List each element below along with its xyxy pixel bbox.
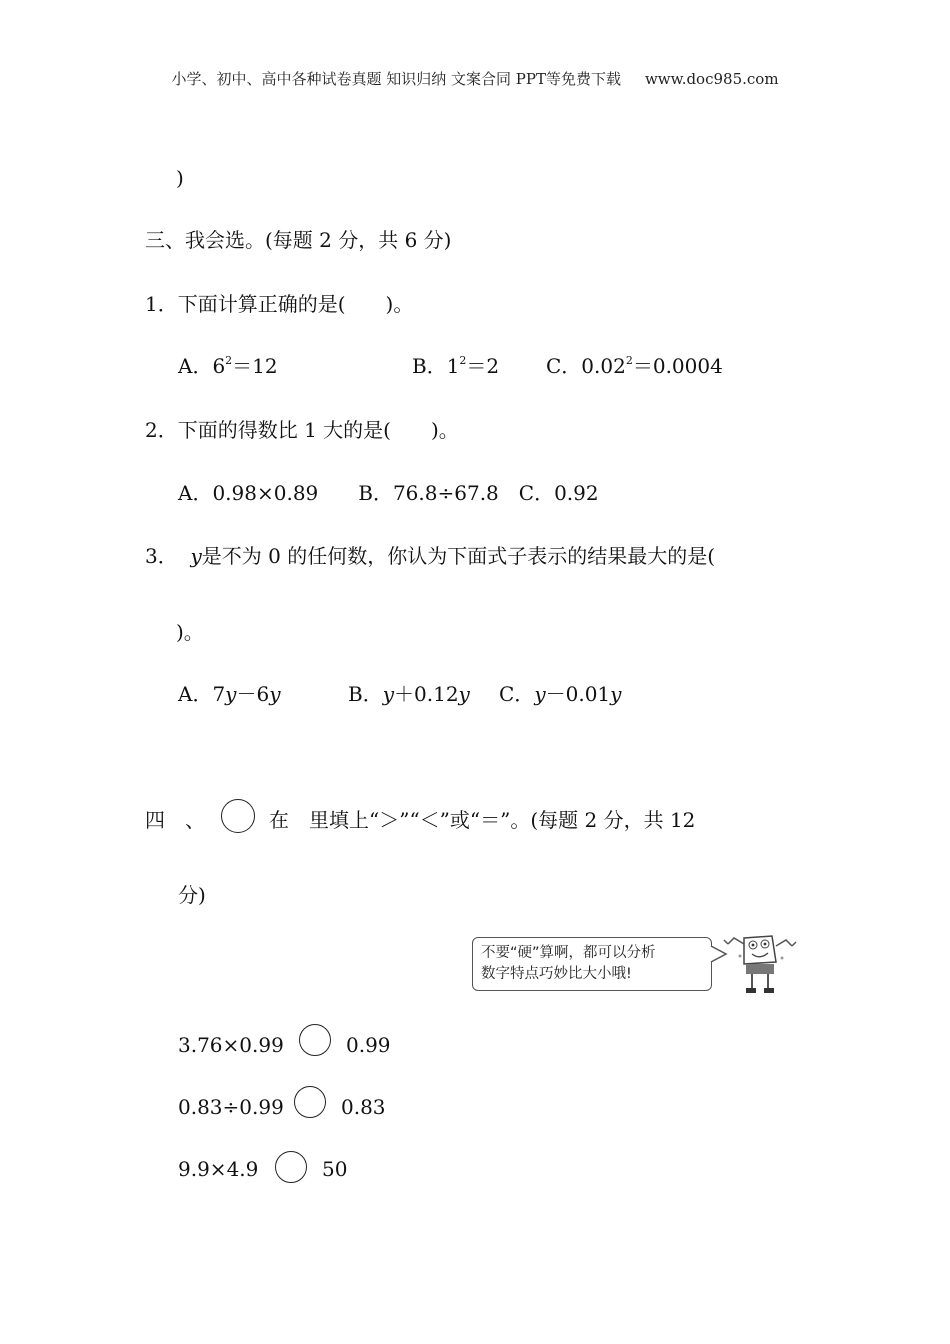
compare-3-right: 50 — [322, 1157, 348, 1181]
page-header — [0, 68, 950, 89]
section4-title: 在 里填上“＞”“＜”或“＝”。(每题 2 分，共 12 — [269, 808, 696, 832]
section3-title: 三、我会选。(每题 2 分，共 6 分) — [145, 228, 452, 252]
q2-stem: 2．下面的得数比 1 大的是( )。 — [145, 418, 459, 442]
header-text: 小学、初中、高中各种试卷真题 知识归纳 文案合同 PPT等免费下载 — [171, 70, 621, 88]
compare-1-right: 0.99 — [346, 1033, 391, 1057]
compare-3-left: 9.9×4.9 — [178, 1157, 259, 1181]
compare-1-circle[interactable] — [299, 1024, 331, 1056]
compare-3-circle[interactable] — [275, 1151, 307, 1183]
q2-options: A．0.98×0.89 B．76.8÷67.8 C．0.92 — [178, 481, 599, 505]
section4-title-pre: 四 、 — [145, 808, 205, 832]
q1-option-b: B．$1^2=2$ — [412, 354, 500, 378]
tip-bubble — [472, 937, 712, 991]
header-site: www.doc985.com — [644, 70, 779, 88]
q1-stem: 1．下面计算正确的是( )。 — [145, 292, 414, 316]
q3-stem-cont: )。 — [176, 620, 204, 644]
sponge-mascot-icon — [722, 932, 798, 998]
compare-2-circle[interactable] — [294, 1086, 326, 1118]
circle-icon — [221, 799, 255, 833]
q3-option-c: C．y－0.01y — [499, 682, 622, 706]
compare-2-left: 0.83÷0.99 — [178, 1095, 284, 1119]
tip-line-1: 不要“硬”算啊，都可以分析 — [481, 945, 656, 961]
compare-2-right: 0.83 — [341, 1095, 386, 1119]
q1-option-c: C．$0.02^2=0.0004$ — [546, 354, 723, 378]
q3-stem: 3． y是不为 0 的任何数，你认为下面式子表示的结果最大的是( — [145, 544, 716, 568]
stray-paren: ) — [176, 166, 184, 190]
q3-option-b: B．y＋0.12y — [348, 682, 470, 706]
section4-title-cont: 分) — [178, 883, 206, 907]
tip-line-2: 数字特点巧妙比大小哦! — [481, 966, 632, 982]
compare-1-left: 3.76×0.99 — [178, 1033, 284, 1057]
q3-option-a: A．7y－6y — [178, 682, 281, 706]
q1-option-a: A．$6^2=12$ — [178, 354, 278, 378]
